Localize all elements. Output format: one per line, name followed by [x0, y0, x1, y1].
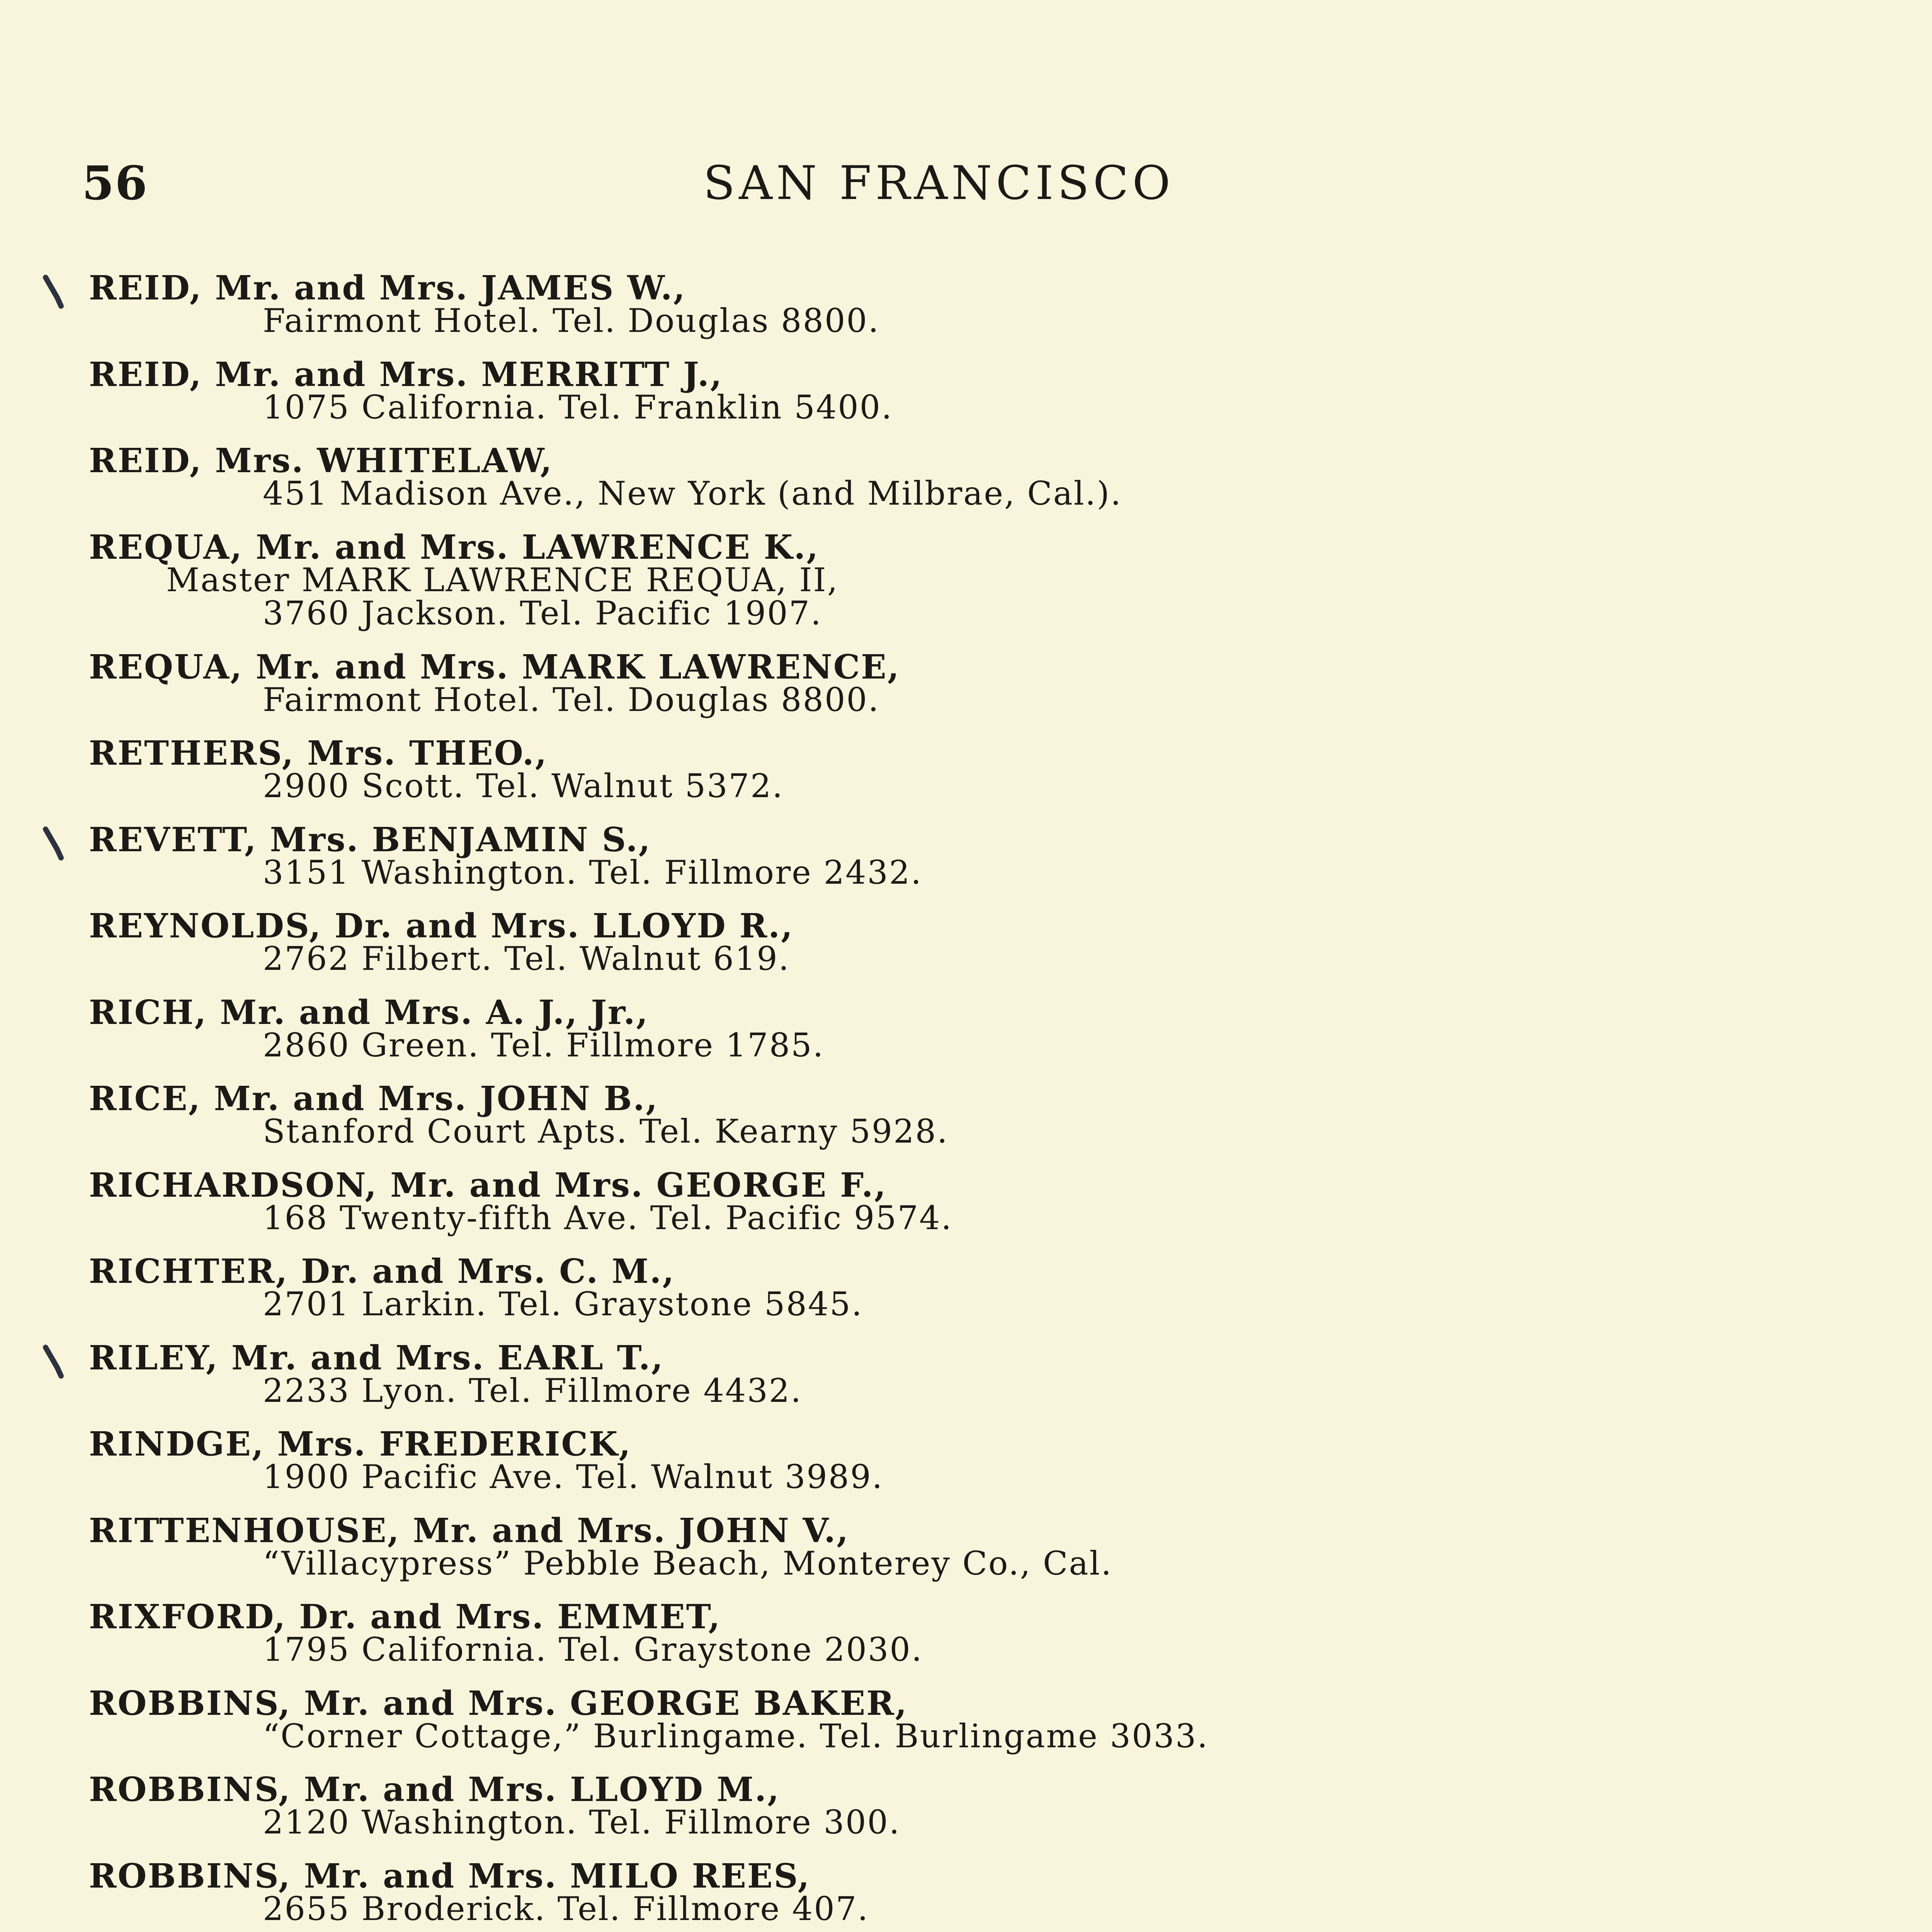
- entry-name: REID, Mrs. WHITELAW,: [89, 441, 553, 480]
- directory-entry: [0, 357, 1932, 444]
- entry-address-line: “Villacypress” Pebble Beach, Monterey Co., Cal.: [263, 1544, 1113, 1582]
- pencil-check-mark: [39, 1340, 85, 1387]
- directory-entry: [0, 1599, 1932, 1686]
- entry-name: ROBBINS, Mr. and Mrs. LLOYD M.,: [89, 1770, 780, 1809]
- entry-address-line: 2900 Scott. Tel. Walnut 5372.: [263, 767, 784, 805]
- directory-entry: [0, 1165, 1932, 1254]
- directory-entry: [0, 908, 1932, 995]
- entry-address-line: 2762 Filbert. Tel. Walnut 619.: [263, 940, 790, 978]
- entry-address-line: 2701 Larkin. Tel. Graystone 5845.: [263, 1285, 863, 1323]
- entry-name: RINDGE, Mrs. FREDERICK,: [89, 1425, 632, 1464]
- entry-address-line: 3151 Washington. Tel. Fillmore 2432.: [263, 853, 922, 891]
- entry-address-line: 1795 California. Tel. Graystone 2030.: [263, 1631, 923, 1668]
- pencil-check-mark: [39, 270, 85, 317]
- directory-entry: [0, 1340, 1932, 1427]
- directory-entry: [0, 736, 1932, 822]
- directory-entry: [0, 1856, 1932, 1932]
- entry-name: RICHTER, Dr. and Mrs. C. M.,: [89, 1252, 675, 1291]
- directory-entry: [0, 527, 1932, 650]
- entry-address-line: 451 Madison Ave., New York (and Milbrae, Cal.).: [263, 474, 1122, 512]
- entry-address-line: Master MARK LAWRENCE REQUA, II,: [166, 561, 839, 599]
- entry-name: REQUA, Mr. and Mrs. LAWRENCE K.,: [89, 527, 820, 567]
- directory-entry: [0, 1686, 1932, 1772]
- directory-entry: [0, 1427, 1932, 1513]
- entry-name: RILEY, Mr. and Mrs. EARL T.,: [89, 1338, 664, 1378]
- entry-address-line: 1900 Pacific Ave. Tel. Walnut 3989.: [263, 1458, 884, 1496]
- entry-address-line: Fairmont Hotel. Tel. Douglas 8800.: [263, 302, 880, 340]
- entry-address-line: Fairmont Hotel. Tel. Douglas 8800.: [263, 680, 880, 719]
- directory-entry: [0, 1081, 1932, 1168]
- directory-entry: [0, 1513, 1932, 1600]
- entry-name: RICHARDSON, Mr. and Mrs. GEORGE F.,: [89, 1165, 887, 1205]
- page-header: [0, 151, 1932, 216]
- entry-name: RICE, Mr. and Mrs. JOHN B.,: [89, 1079, 659, 1118]
- directory-entries: [0, 270, 1932, 1932]
- directory-entry: [0, 1254, 1932, 1340]
- entry-address-line: 168 Twenty-fifth Ave. Tel. Pacific 9574.: [263, 1199, 953, 1237]
- entry-name: RIXFORD, Dr. and Mrs. EMMET,: [89, 1597, 721, 1636]
- entry-name: REYNOLDS, Dr. and Mrs. LLOYD R.,: [89, 906, 794, 946]
- entry-name: RICH, Mr. and Mrs. A. J., Jr.,: [89, 993, 649, 1032]
- directory-entry: [0, 270, 1932, 357]
- entry-address-line: 2120 Washington. Tel. Fillmore 300.: [263, 1803, 901, 1841]
- entry-name: ROBBINS, Mr. and Mrs. MILO REES,: [89, 1856, 811, 1896]
- directory-entry: [0, 995, 1932, 1082]
- entry-name: ROBBINS, Mr. and Mrs. GEORGE BAKER,: [89, 1684, 908, 1723]
- entry-name: REVETT, Mrs. BENJAMIN S.,: [89, 820, 651, 859]
- directory-entry: [0, 443, 1932, 530]
- entry-address-line: 3760 Jackson. Tel. Pacific 1907.: [263, 594, 822, 632]
- entry-name: RETHERS, Mrs. THEO.,: [89, 734, 548, 773]
- entry-name: REID, Mr. and Mrs. MERRITT J.,: [89, 355, 723, 394]
- directory-entry: [0, 647, 1932, 736]
- page-number: 56: [82, 156, 148, 211]
- entry-name: RITTENHOUSE, Mr. and Mrs. JOHN V.,: [89, 1511, 850, 1550]
- entry-address-line: 2655 Broderick. Tel. Fillmore 407.: [263, 1889, 869, 1928]
- directory-entry: [0, 822, 1932, 909]
- directory-entry: [0, 1772, 1932, 1859]
- entry-address-line: 1075 California. Tel. Franklin 5400.: [263, 388, 893, 426]
- running-head: SAN FRANCISCO: [703, 156, 1174, 210]
- entry-address-line: 2233 Lyon. Tel. Fillmore 4432.: [263, 1371, 802, 1410]
- pencil-check-mark: [39, 822, 85, 869]
- entry-name: REID, Mr. and Mrs. JAMES W.,: [89, 269, 686, 308]
- entry-address-line: “Corner Cottage,” Burlingame. Tel. Burlingame 3033.: [263, 1717, 1209, 1755]
- entry-address-line: 2860 Green. Tel. Fillmore 1785.: [263, 1026, 825, 1064]
- entry-address-line: Stanford Court Apts. Tel. Kearny 5928.: [263, 1112, 949, 1150]
- entry-name: REQUA, Mr. and Mrs. MARK LAWRENCE,: [89, 647, 900, 687]
